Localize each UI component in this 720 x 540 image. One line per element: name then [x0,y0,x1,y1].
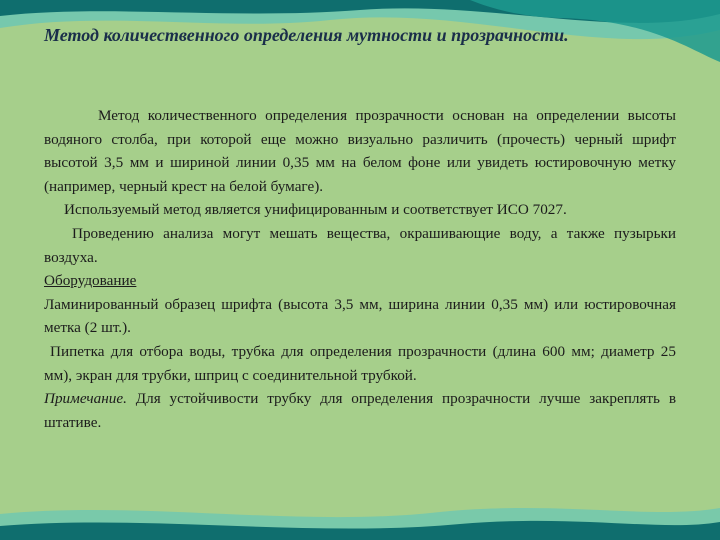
paragraph-equipment-sample: Ламинированный образец шрифта (высота 3,5 мм, ширина линии 0,35 мм) или юстировочная метка (2 шт.). [44,295,676,337]
note-label: Примечание. [44,390,127,408]
paragraph-method-description: Метод количественного определения прозрачности основан на определении высоты водяного столба, при которой еще можно визуально различить (прочесть) черный шрифт высотой 3,5 мм и шириной линии 0,35 мм на белом фоне или увидеть юстировочную метку (например, черный крест на белой бумаге). [44,107,676,195]
paragraph-standard: Используемый метод является унифицированным и соответствует ИСО 7027. [64,201,567,219]
slide-title: Метод количественного определения мутности и прозрачности. [44,25,569,45]
paragraph-note [44,387,676,434]
paragraph-equipment-pipette: Пипетка для отбора воды, трубка для определения прозрачности (длина 600 мм; диаметр 25 мм), экран для трубки, шприц с соединительной трубкой. [44,342,676,384]
paragraph-interference: Проведению анализа могут мешать вещества, окрашивающие воду, а также пузырьки воздуха. [44,224,676,266]
slide-body [44,104,676,434]
equipment-heading: Оборудование [44,272,137,290]
equipment-heading-line [44,269,676,293]
note-text: Для устойчивости трубку для определения прозрачности лучше закреплять в штативе. [44,390,676,431]
